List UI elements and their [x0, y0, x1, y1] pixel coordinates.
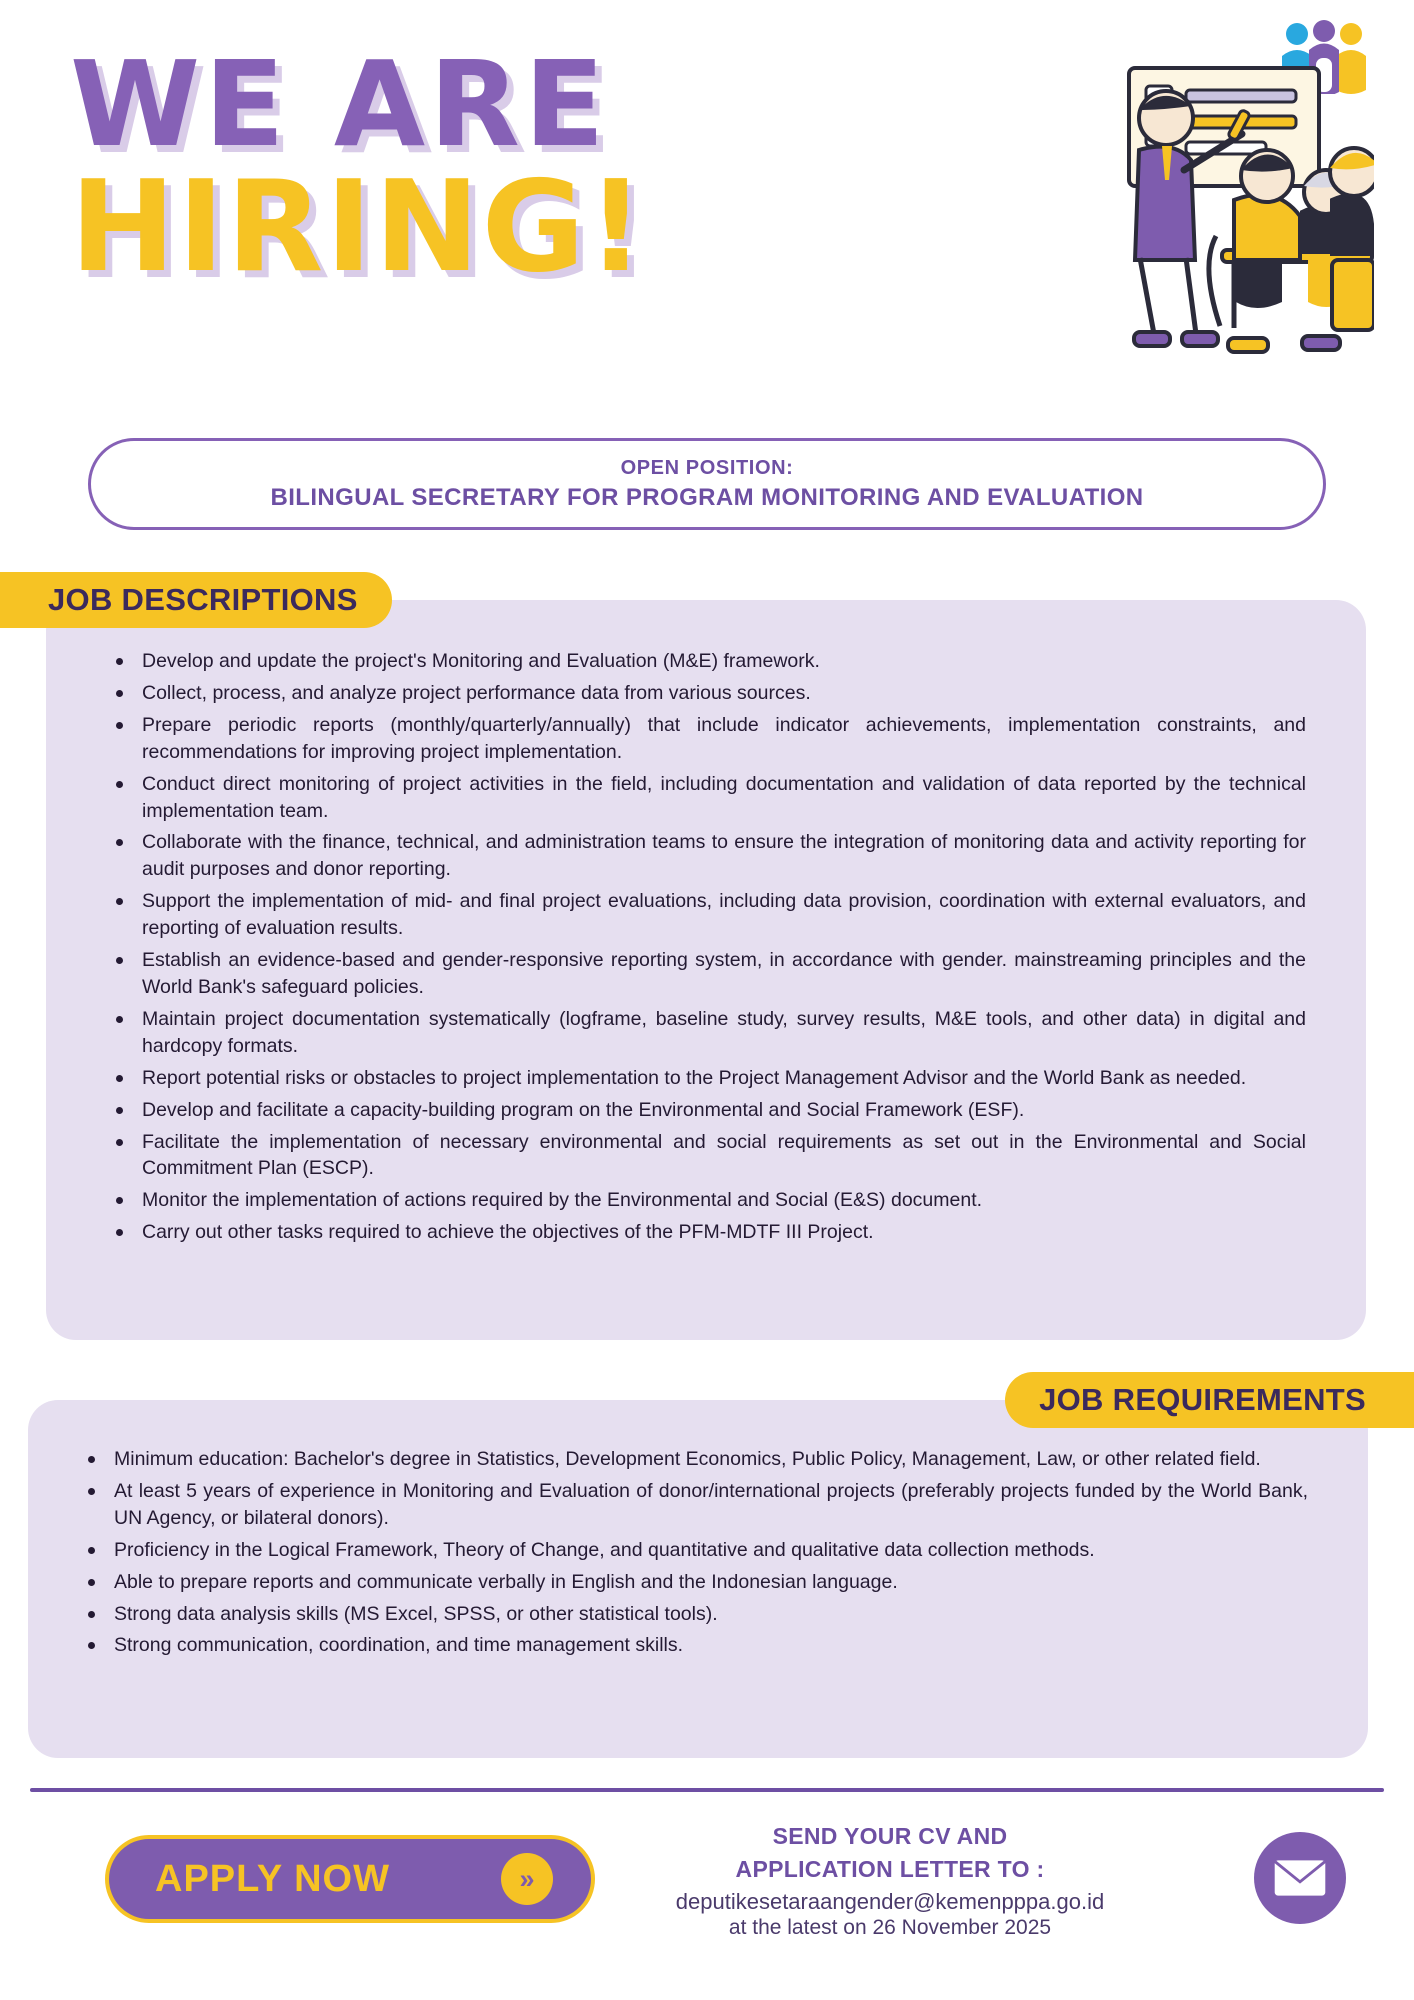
hiring-headline — [70, 35, 860, 301]
open-position-title: BILINGUAL SECRETARY FOR PROGRAM MONITORING AND EVALUATION — [270, 483, 1144, 511]
apply-now-label: APPLY NOW — [155, 1857, 390, 1900]
job-description-item: Collaborate with the finance, technical, and administration teams to ensure the integration of monitoring data and activity reporting for audit purposes and donor reporting. — [106, 829, 1306, 883]
job-requirement-item: Proficiency in the Logical Framework, Theory of Change, and quantitative and qualitative data collection methods. — [78, 1537, 1308, 1564]
contact-block — [620, 1820, 1160, 1940]
job-requirement-item: Strong data analysis skills (MS Excel, SPSS, or other statistical tools). — [78, 1601, 1308, 1628]
job-description-item: Conduct direct monitoring of project activities in the field, including documentation and validation of data reported by the technical implementation team. — [106, 771, 1306, 825]
job-requirement-item: Minimum education: Bachelor's degree in Statistics, Development Economics, Public Policy, Management, Law, or other related field. — [78, 1446, 1308, 1473]
job-description-item: Develop and update the project's Monitoring and Evaluation (M&E) framework. — [106, 648, 1306, 675]
job-requirement-item: At least 5 years of experience in Monitoring and Evaluation of donor/international projects (preferably projects funded by the World Bank, UN Agency, or bilateral donors). — [78, 1478, 1308, 1532]
cv-line-2: APPLICATION LETTER TO : — [735, 1856, 1045, 1883]
job-descriptions-panel — [46, 600, 1366, 1340]
job-description-item: Facilitate the implementation of necessary environmental and social requirements as set out in the Environmental and Social Commitment Plan (ESCP). — [106, 1129, 1306, 1183]
job-description-item: Report potential risks or obstacles to project implementation to the Project Management Advisor and the World Bank as needed. — [106, 1065, 1306, 1092]
job-requirements-title: JOB REQUIREMENTS — [1039, 1382, 1366, 1417]
open-position-banner — [88, 438, 1326, 530]
footer-divider — [30, 1788, 1384, 1792]
job-descriptions-header — [0, 572, 392, 628]
job-requirements-list — [78, 1446, 1308, 1659]
open-position-label: OPEN POSITION: — [620, 456, 794, 479]
job-description-item: Develop and facilitate a capacity-building program on the Environmental and Social Framework (ESF). — [106, 1097, 1306, 1124]
application-deadline: at the latest on 26 November 2025 — [728, 1915, 1052, 1939]
poster-header — [0, 0, 1414, 430]
apply-now-button[interactable] — [105, 1835, 595, 1923]
job-requirement-item: Able to prepare reports and communicate verbally in English and the Indonesian language. — [78, 1569, 1308, 1596]
job-description-item: Support the implementation of mid- and final project evaluations, including data provision, coordination with external evaluators, and reporting of evaluation results. — [106, 888, 1306, 942]
job-requirements-panel — [28, 1400, 1368, 1758]
job-description-item: Prepare periodic reports (monthly/quarterly/annually) that include indicator achievements, implementation constraints, and recommendations for improving project implementation. — [106, 712, 1306, 766]
job-description-item: Carry out other tasks required to achieve the objectives of the PFM-MDTF III Project. — [106, 1219, 1306, 1246]
headline-line-2: HIRING! — [70, 153, 647, 301]
job-requirement-item: Strong communication, coordination, and time management skills. — [78, 1632, 1308, 1659]
job-description-item: Monitor the implementation of actions required by the Environmental and Social (E&S) document. — [106, 1187, 1306, 1214]
job-descriptions-list — [106, 648, 1306, 1246]
job-description-item: Maintain project documentation systematically (logframe, baseline study, survey results, M&E tools, and other data) in digital and hardcopy formats. — [106, 1006, 1306, 1060]
meeting-presentation-illustration — [934, 50, 1374, 370]
headline-line-1: WE ARE — [70, 35, 609, 173]
job-requirements-header — [1005, 1372, 1414, 1428]
job-descriptions-title: JOB DESCRIPTIONS — [48, 582, 358, 617]
job-description-item: Collect, process, and analyze project performance data from various sources. — [106, 680, 1306, 707]
contact-email[interactable]: deputikesetaraangender@kemenpppa.go.id — [675, 1888, 1105, 1914]
double-chevron-right-icon: » — [501, 1853, 553, 1905]
cv-line-1: SEND YOUR CV AND — [772, 1823, 1008, 1849]
envelope-icon — [1254, 1832, 1346, 1924]
job-description-item: Establish an evidence-based and gender-responsive reporting system, in accordance with gender. mainstreaming principles and the World Bank's safeguard policies. — [106, 947, 1306, 1001]
